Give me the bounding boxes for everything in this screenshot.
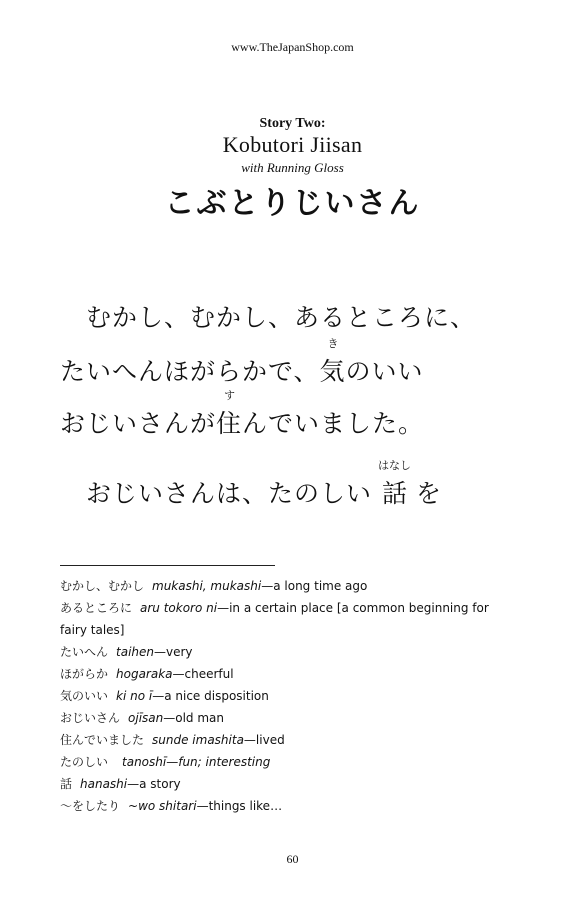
glossary-term: 話 [60, 777, 73, 791]
kanji-su-char: 住 [216, 409, 243, 438]
glossary-romaji: ~wo shitari [128, 799, 197, 813]
story-title-english: Kobutori Jiisan [222, 132, 363, 157]
glossary-romaji: ki no ī [116, 689, 153, 703]
glossary-term: たいへん [60, 645, 109, 659]
glossary-romaji: ojīsan [128, 711, 164, 725]
story-line-3-after: んでいました。 [242, 409, 425, 438]
glossary-term: 気のいい [60, 689, 109, 703]
glossary-term: 住んでいました [60, 733, 145, 747]
glossary-meaning: —lived [243, 733, 285, 747]
footnote-divider [60, 565, 275, 566]
glossary-term: ほがらか [60, 667, 109, 681]
glossary-term: おじいさん [60, 711, 121, 725]
story-line-3-before: おじいさんが [60, 409, 217, 438]
story-line-4-after: を [416, 479, 443, 508]
glossary-item [60, 663, 500, 685]
glossary-term: むかし、むかし [60, 579, 145, 593]
glossary-item [60, 729, 500, 751]
glossary-romaji: mukashi, mukashi [152, 579, 262, 593]
glossary-romaji: tanoshī—fun; interesting [122, 755, 271, 769]
furigana-ki: き [327, 337, 339, 350]
glossary-meaning: —very [154, 645, 193, 659]
glossary-term: たのしい [60, 755, 109, 769]
kanji-ki-char: 気 [319, 357, 346, 386]
glossary-romaji: taihen [116, 645, 155, 659]
story-line-3 [60, 389, 425, 440]
glossary-item [60, 641, 500, 663]
glossary-meaning: —a nice disposition [152, 689, 269, 703]
glossary-romaji: hogaraka [116, 667, 173, 681]
glossary-item [60, 773, 500, 795]
page-number: 60 [286, 852, 299, 866]
story-line-1 [86, 298, 476, 334]
glossary-meaning: —things like… [196, 799, 283, 813]
story-title-japanese: こぶとりじいさん [164, 186, 421, 221]
glossary [60, 575, 500, 817]
glossary-meaning: —a long time ago [261, 579, 368, 593]
glossary-meaning: —old man [163, 711, 225, 725]
glossary-item [60, 685, 500, 707]
story-number: Story Two: [259, 116, 326, 131]
glossary-item [60, 751, 500, 773]
story-subtitle: with Running Gloss [241, 160, 344, 175]
glossary-meaning: —cheerful [172, 667, 234, 681]
glossary-meaning: —in a certain place [a common beginning for fairy tales] [60, 601, 489, 637]
story-line-4 [86, 459, 443, 510]
story-line-1-text: むかし、むかし、あるところに、 [86, 303, 477, 332]
story-line-2-after: のいい [345, 357, 424, 386]
story-line-4-before: おじいさんは、たのしい [86, 479, 373, 508]
story-line-2-before: たいへんほがらかで、 [60, 357, 320, 386]
kanji-su [216, 389, 243, 440]
glossary-meaning: —a story [127, 777, 181, 791]
furigana-hanashi: はなし [378, 459, 412, 472]
glossary-item [60, 597, 500, 641]
glossary-romaji: sunde imashita [152, 733, 244, 747]
glossary-item [60, 707, 500, 729]
glossary-term: あるところに [60, 601, 133, 615]
kanji-hanashi-char: 話 [382, 479, 409, 508]
kanji-hanashi [378, 459, 412, 510]
glossary-term: ～をしたり [60, 799, 121, 813]
glossary-item [60, 575, 500, 597]
furigana-su: す [224, 389, 236, 402]
kanji-ki [319, 337, 346, 388]
glossary-romaji: hanashi [80, 777, 128, 791]
glossary-romaji: aru tokoro ni [140, 601, 218, 615]
glossary-item [60, 795, 500, 817]
site-url: www.TheJapanShop.com [231, 40, 354, 54]
story-line-2 [60, 337, 424, 388]
